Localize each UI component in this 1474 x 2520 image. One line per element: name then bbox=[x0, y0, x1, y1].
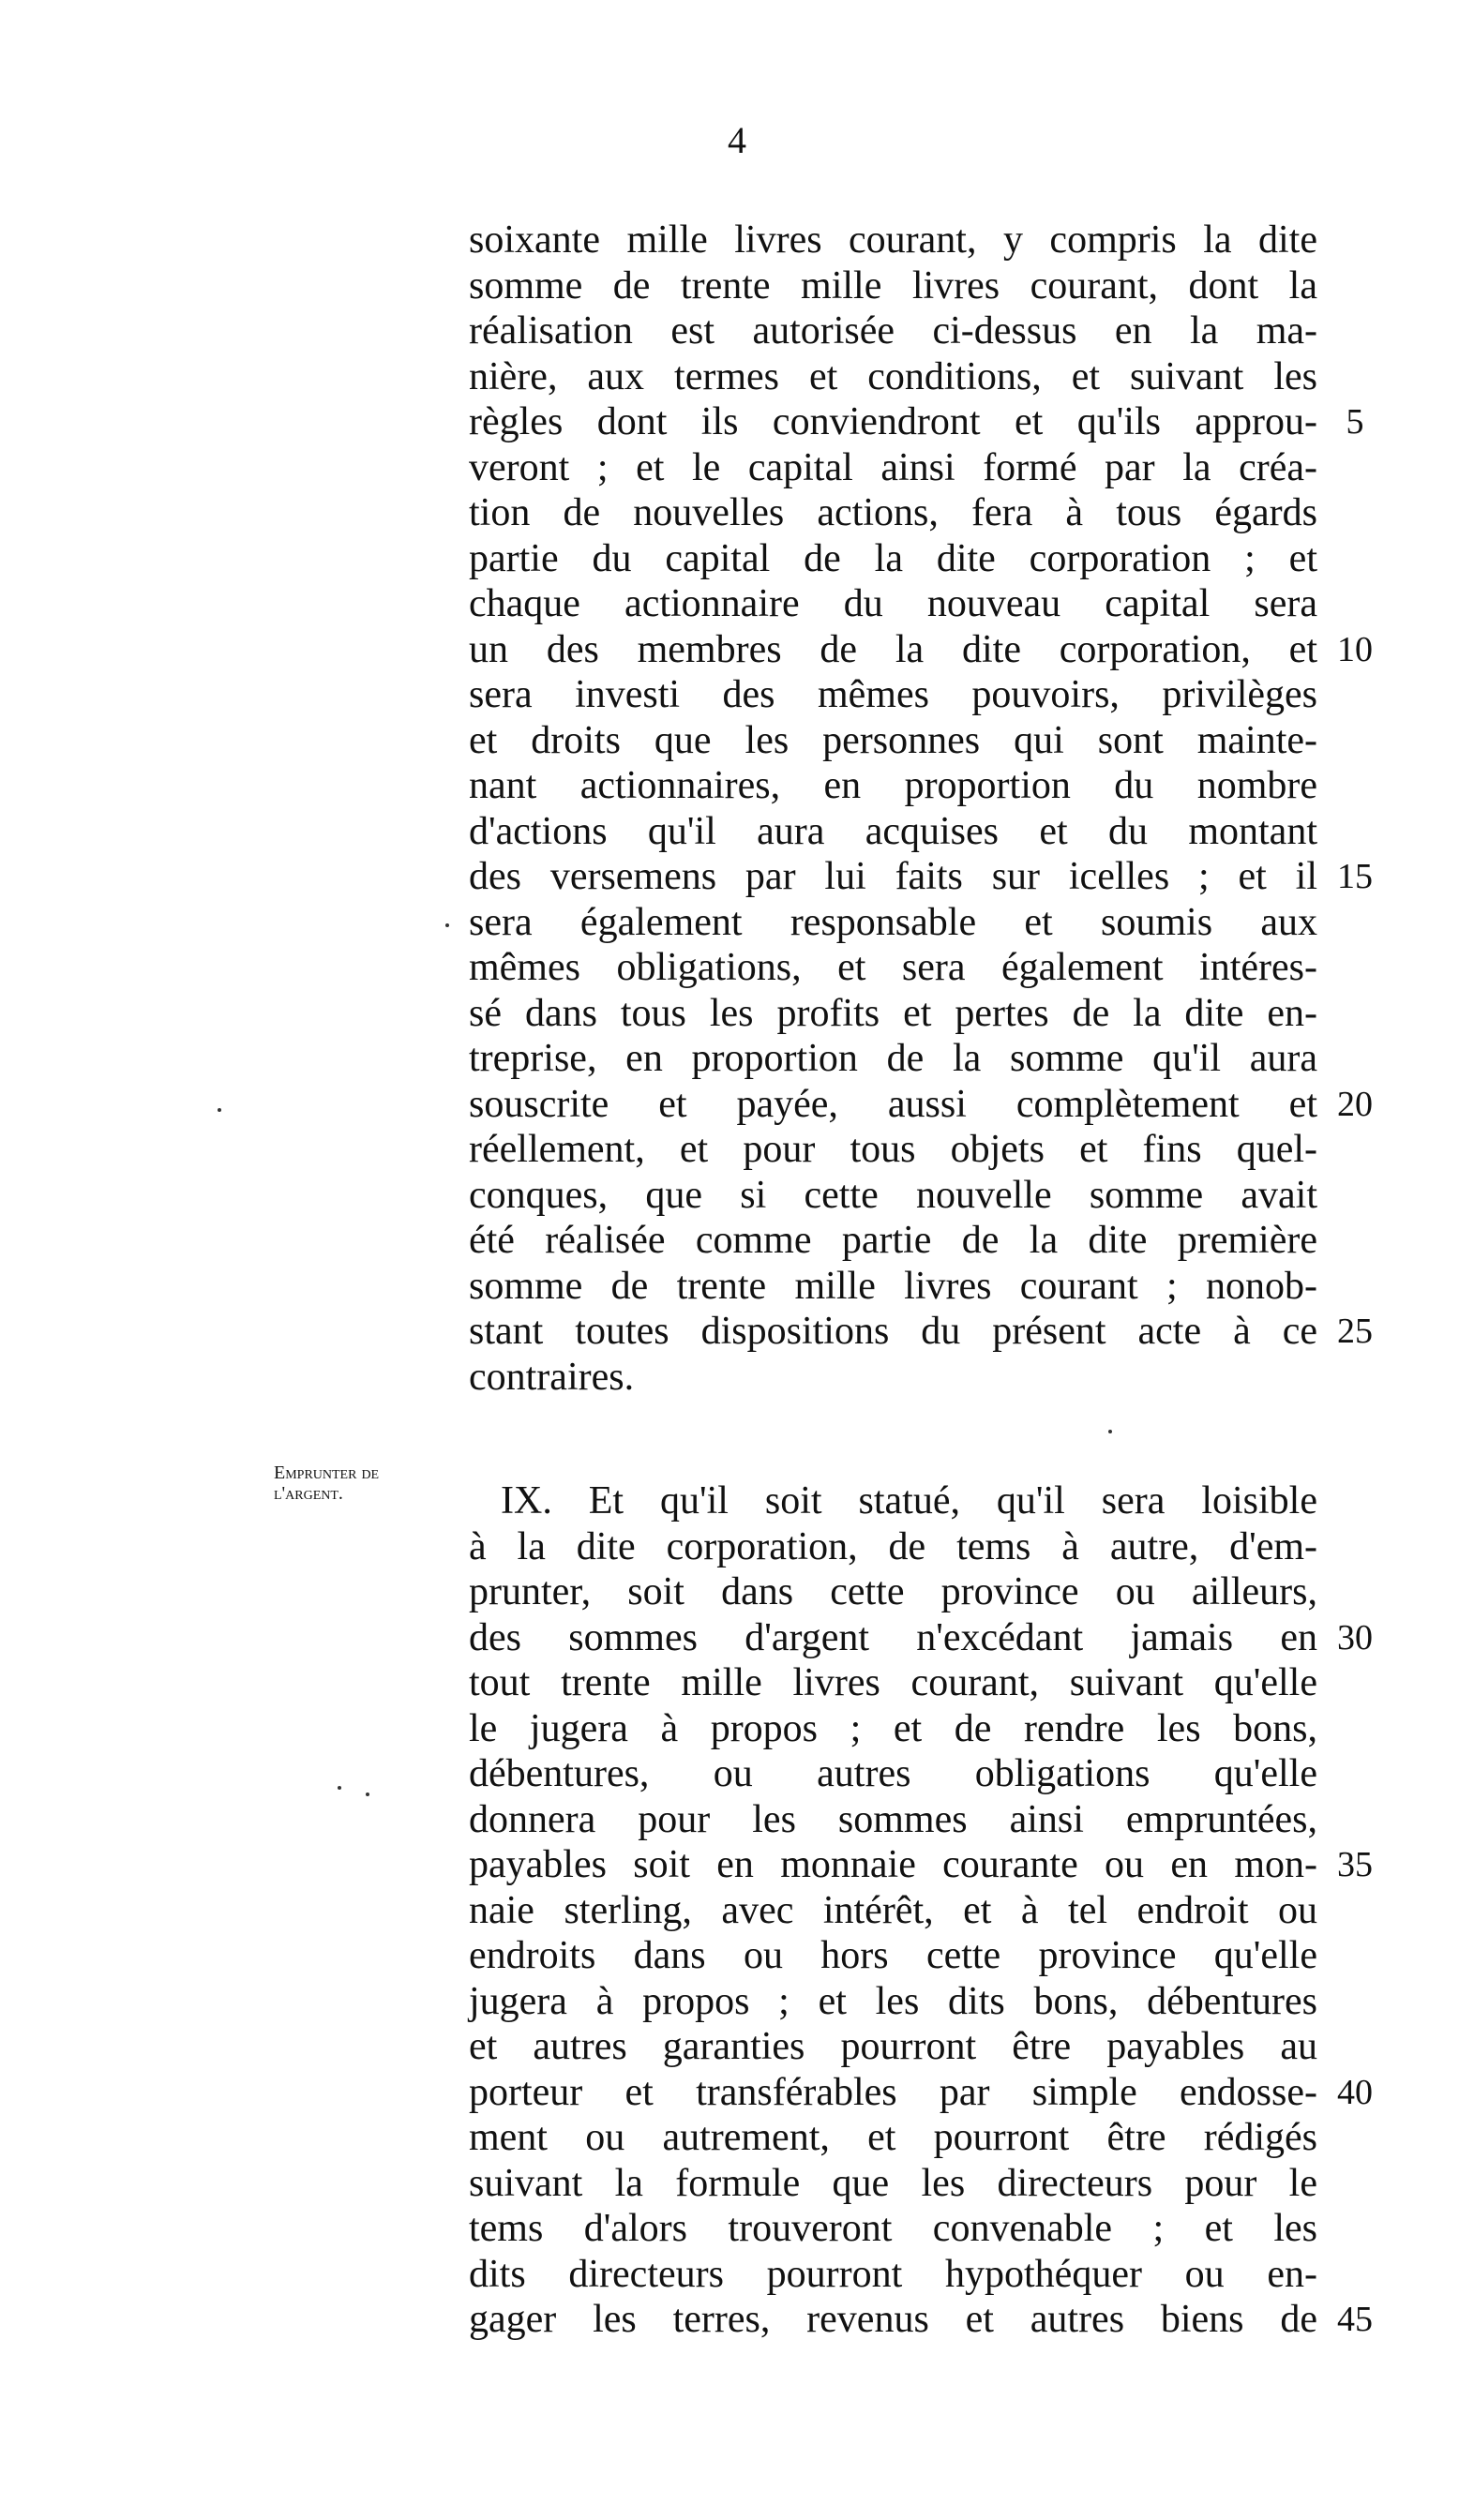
text-line: endroits dans ou hors cette province qu'elle bbox=[469, 1934, 1317, 1977]
text-line: porteur et transférables par simple endosse- bbox=[469, 2070, 1317, 2114]
text-line: sé dans tous les profits et pertes de la dite en- bbox=[469, 991, 1317, 1035]
paragraph-gap bbox=[469, 1400, 1317, 1478]
text-line: sera également responsable et soumis aux bbox=[469, 900, 1317, 944]
text-line: stant toutes dispositions du présent acte à ce bbox=[469, 1310, 1317, 1353]
line-number: 40 bbox=[1337, 2072, 1373, 2112]
text-line: tion de nouvelles actions, fera à tous égards bbox=[469, 491, 1317, 534]
text-line: d'actions qu'il aura acquises et du montant bbox=[469, 809, 1317, 853]
scan-speck bbox=[445, 923, 449, 927]
text-line: chaque actionnaire du nouveau capital sera bbox=[469, 582, 1317, 625]
text-line: contraires. bbox=[469, 1355, 635, 1399]
text-line: dits directeurs pourront hypothéquer ou en- bbox=[469, 2252, 1317, 2296]
text-line: partie du capital de la dite corporation ; et bbox=[469, 536, 1317, 580]
text-line: des sommes d'argent n'excédant jamais en bbox=[469, 1615, 1317, 1659]
text-line: et autres garanties pourront être payables au bbox=[469, 2025, 1317, 2068]
line-number: 10 bbox=[1337, 629, 1373, 669]
text-line: règles dont ils conviendront et qu'ils approu- bbox=[469, 400, 1317, 443]
scan-speck bbox=[366, 1792, 369, 1796]
scan-speck bbox=[338, 1786, 341, 1790]
text-line: été réalisée comme partie de la dite première bbox=[469, 1219, 1317, 1262]
line-number: 45 bbox=[1337, 2300, 1373, 2339]
text-line: réellement, et pour tous objets et fins quel- bbox=[469, 1128, 1317, 1171]
text-line: gager les terres, revenus et autres biens de bbox=[469, 2298, 1317, 2341]
text-line: un des membres de la dite corporation, et bbox=[469, 627, 1317, 671]
text-line: prunter, soit dans cette province ou ailleurs, bbox=[469, 1570, 1317, 1613]
text-line: sera investi des mêmes pouvoirs, privilèges bbox=[469, 673, 1317, 716]
text-line: nant actionnaires, en proportion du nombre bbox=[469, 764, 1317, 807]
text-line: somme de trente mille livres courant ; nonob- bbox=[469, 1264, 1317, 1308]
text-line: donnera pour les sommes ainsi empruntées, bbox=[469, 1797, 1317, 1841]
line-number: 15 bbox=[1337, 857, 1373, 896]
line-number: 25 bbox=[1337, 1312, 1373, 1351]
line-number: 30 bbox=[1337, 1617, 1373, 1658]
text-line: nière, aux termes et conditions, et suivant les bbox=[469, 354, 1317, 398]
text-line: veront ; et le capital ainsi formé par la créa- bbox=[469, 445, 1317, 489]
text-line: souscrite et payée, aussi complètement et bbox=[469, 1082, 1317, 1126]
text-line: le jugera à propos ; et de rendre les bons, bbox=[469, 1706, 1317, 1750]
line-number: 5 bbox=[1346, 402, 1364, 442]
text-line: soixante mille livres courant, y compris la dite bbox=[469, 218, 1317, 262]
text-line: naie sterling, avec intérêt, et à tel endroit ou bbox=[469, 1888, 1317, 1932]
text-line: jugera à propos ; et les dits bons, débentures bbox=[469, 1979, 1317, 2023]
text-line: somme de trente mille livres courant, dont la bbox=[469, 263, 1317, 308]
text-line: payables soit en monnaie courante ou en mon- bbox=[469, 1843, 1317, 1886]
margin-note bbox=[274, 1462, 461, 1504]
text-line: à la dite corporation, de tems à autre, d'em- bbox=[469, 1524, 1317, 1568]
page-number: 4 bbox=[728, 119, 746, 161]
text-line: suivant la formule que les directeurs pour le bbox=[469, 2161, 1317, 2205]
line-number: 20 bbox=[1337, 1084, 1373, 1124]
text-line: mêmes obligations, et sera également intéres- bbox=[469, 946, 1317, 989]
text-line: treprise, en proportion de la somme qu'il aura bbox=[469, 1037, 1317, 1080]
margin-note-line: l'argent. bbox=[274, 1483, 343, 1504]
text-line: tems d'alors trouveront convenable ; et les bbox=[469, 2207, 1317, 2250]
text-line: réalisation est autorisée ci-dessus en la ma- bbox=[469, 309, 1317, 352]
scan-speck bbox=[218, 1108, 221, 1112]
text-line: tout trente mille livres courant, suivant qu'elle bbox=[469, 1661, 1317, 1704]
line-number: 35 bbox=[1337, 1845, 1373, 1884]
margin-note-line: Emprunter de bbox=[274, 1462, 380, 1483]
text-line: débentures, ou autres obligations qu'elle bbox=[469, 1752, 1317, 1795]
body-text bbox=[469, 218, 1317, 2343]
text-line: des versemens par lui faits sur icelles ; et il bbox=[469, 855, 1317, 898]
text-line: ment ou autrement, et pourront être rédigés bbox=[469, 2116, 1317, 2159]
text-line: conques, que si cette nouvelle somme avait bbox=[469, 1173, 1317, 1217]
text-line: et droits que les personnes qui sont mainte- bbox=[469, 718, 1317, 762]
scan-speck bbox=[1108, 1430, 1112, 1433]
text-line: IX. Et qu'il soit statué, qu'il sera loisible bbox=[501, 1479, 1317, 1522]
